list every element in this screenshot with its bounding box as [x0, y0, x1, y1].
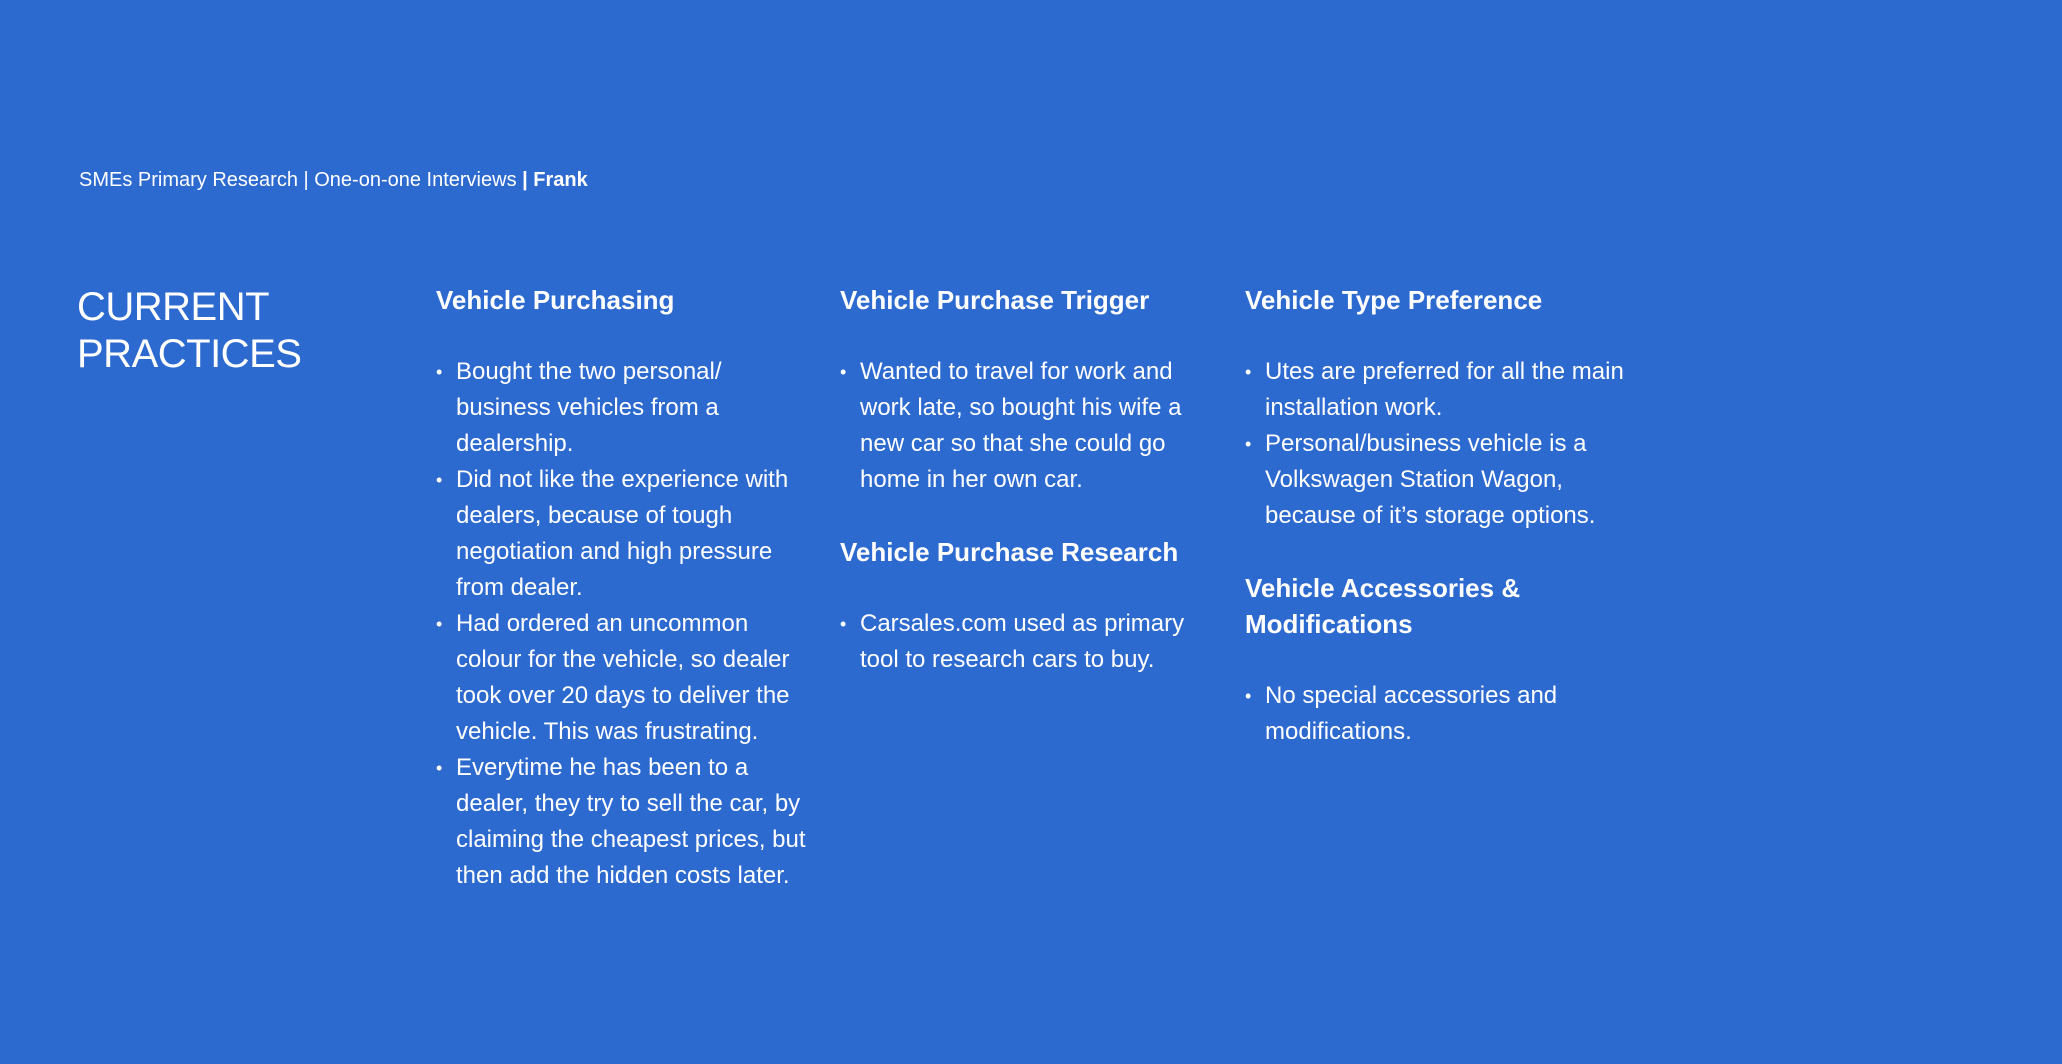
section-heading: Vehicle Type Preference — [1245, 285, 1543, 315]
section-vehicle-purchase-trigger — [840, 282, 1220, 498]
bullet-list — [840, 354, 1220, 498]
bullet-list — [1245, 678, 1625, 750]
page-title-line-1: CURRENT — [77, 285, 270, 329]
list-item — [840, 606, 1220, 678]
list-item-text: Had ordered an uncommon colour for the vehicle, so dealer took over 20 days to deliver the vehicle. This was frustrating. — [456, 610, 790, 745]
column-vehicle-purchasing — [436, 282, 818, 930]
bullet-icon: • — [436, 362, 443, 382]
section-heading: Vehicle Purchasing — [436, 285, 675, 315]
bullet-list — [840, 606, 1220, 678]
list-item-text: No special accessories and modifications. — [1265, 682, 1558, 745]
list-item — [436, 606, 818, 750]
column-purchase-trigger-research — [840, 282, 1220, 714]
section-vehicle-accessories-modifications — [1245, 570, 1625, 750]
bullet-icon: • — [436, 758, 443, 778]
bullet-list — [1245, 354, 1625, 534]
section-heading: Vehicle Purchase Trigger — [840, 285, 1150, 315]
list-item-text: Carsales.com used as primary tool to research cars to buy. — [860, 610, 1185, 673]
section-vehicle-type-preference — [1245, 282, 1625, 534]
bullet-icon: • — [436, 470, 443, 490]
page-title — [77, 284, 377, 378]
list-item-text: Wanted to travel for work and work late, so bought his wife a new car so that she could go home in her own car. — [860, 358, 1182, 493]
list-item-text: Bought the two personal/ business vehicles from a dealership. — [456, 358, 722, 457]
breadcrumb-interviewee: | Frank — [522, 169, 588, 191]
list-item — [1245, 426, 1625, 534]
list-item — [1245, 354, 1625, 426]
breadcrumb-text: SMEs Primary Research | One-on-one Interviews — [79, 169, 523, 191]
bullet-list — [436, 354, 818, 894]
breadcrumb — [79, 168, 588, 192]
list-item — [436, 354, 818, 462]
list-item — [1245, 678, 1625, 750]
section-vehicle-purchasing — [436, 282, 818, 894]
list-item-text: Personal/business vehicle is a Volkswagen Station Wagon, because of it’s storage options. — [1265, 430, 1596, 529]
section-heading: Vehicle Accessories & Modifications — [1245, 573, 1521, 639]
section-vehicle-purchase-research — [840, 534, 1220, 678]
bullet-icon: • — [436, 614, 443, 634]
list-item — [436, 462, 818, 606]
bullet-icon: • — [1245, 362, 1252, 382]
bullet-icon: • — [1245, 686, 1252, 706]
bullet-icon: • — [840, 362, 847, 382]
list-item — [436, 750, 818, 894]
list-item-text: Everytime he has been to a dealer, they try to sell the car, by claiming the cheapest prices, but then add the hidden costs later. — [456, 754, 806, 889]
list-item — [840, 354, 1220, 498]
page-title-line-2: PRACTICES — [77, 332, 302, 376]
bullet-icon: • — [840, 614, 847, 634]
list-item-text: Did not like the experience with dealers, because of tough negotiation and high pressure from dealer. — [456, 466, 789, 601]
list-item-text: Utes are preferred for all the main installation work. — [1265, 358, 1624, 421]
column-type-preference-accessories — [1245, 282, 1625, 786]
bullet-icon: • — [1245, 434, 1252, 454]
section-heading: Vehicle Purchase Research — [840, 537, 1179, 567]
